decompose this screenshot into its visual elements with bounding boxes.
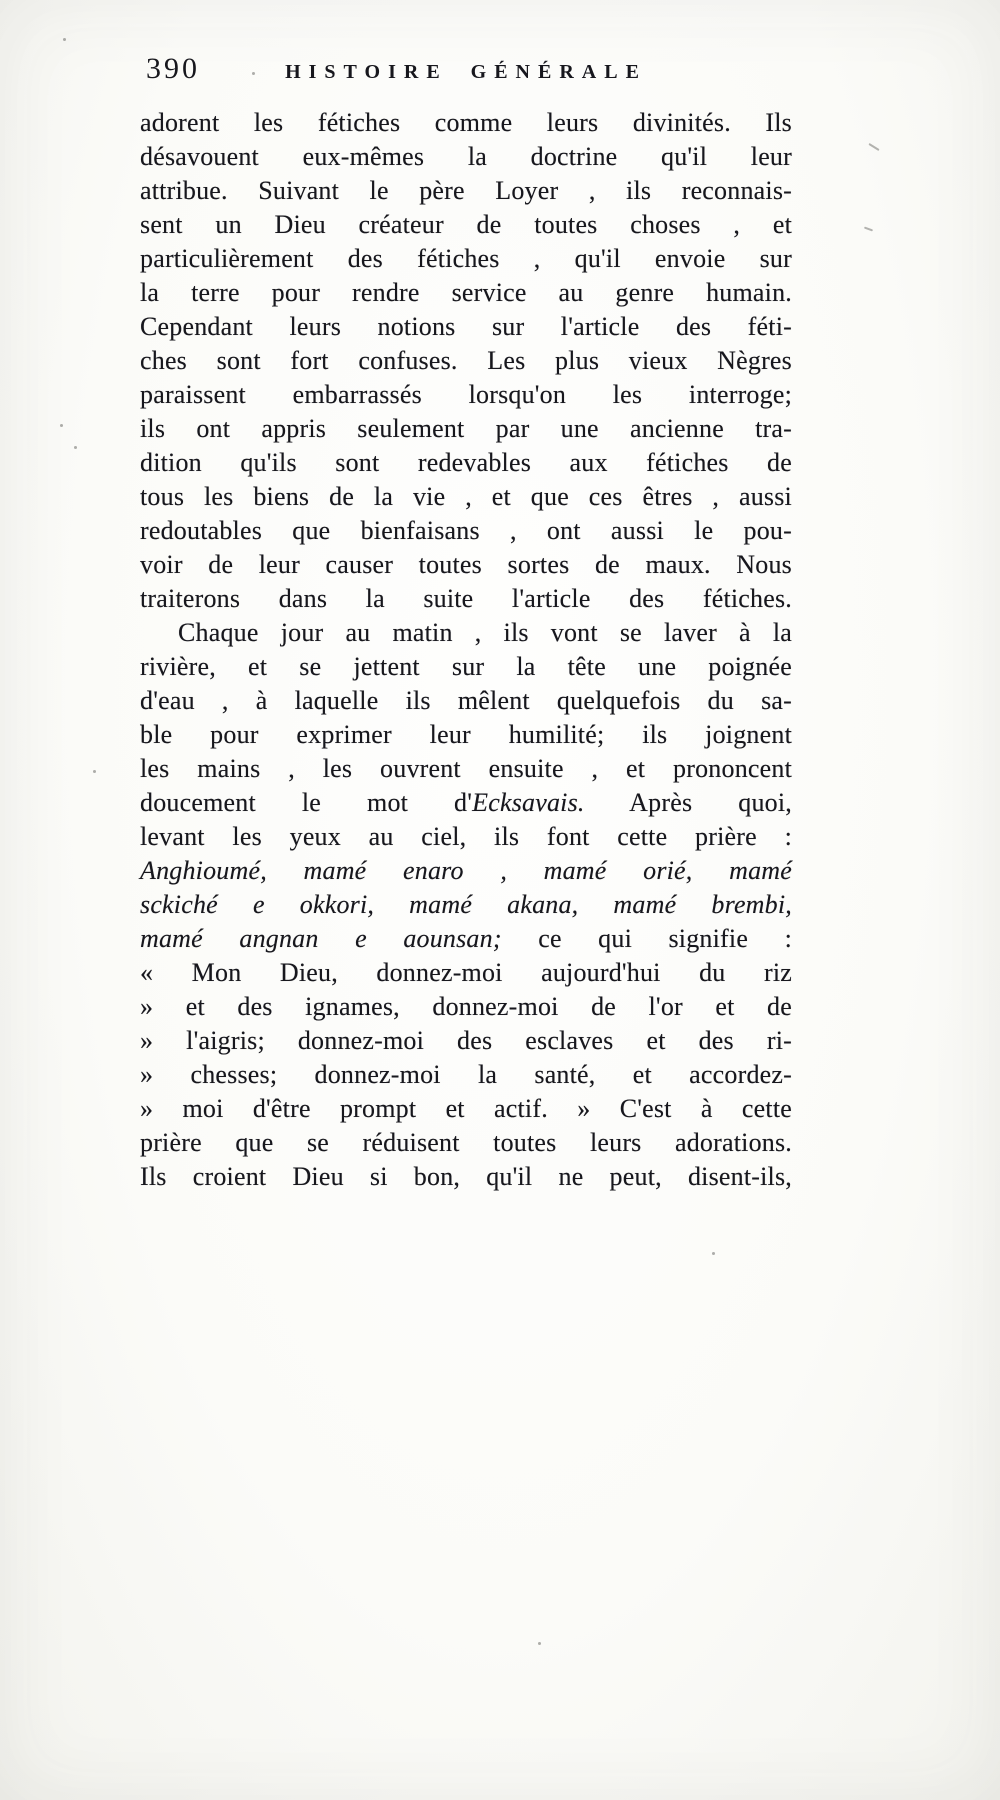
text-segment: ble pour exprimer leur humilité; ils joignent [140, 720, 792, 749]
text-segment: rivière, et se jettent sur la tête une poignée [140, 652, 792, 681]
text-line [140, 820, 792, 854]
text-segment: voir de leur causer toutes sortes de maux. Nous [140, 550, 792, 579]
text-line [140, 242, 792, 276]
text-segment: les mains , les ouvrent ensuite , et prononcent [140, 754, 792, 783]
scan-speck [63, 38, 66, 41]
text-line [140, 548, 792, 582]
text-segment: doucement le mot d' [140, 788, 473, 817]
text-segment: Ils croient Dieu si bon, qu'il ne peut, disent-ils, [140, 1162, 792, 1191]
scan-speck [712, 1252, 715, 1255]
text-line [140, 854, 792, 888]
text-segment: Cependant leurs notions sur l'article des féti- [140, 312, 792, 341]
text-line [140, 174, 792, 208]
text-line [140, 1058, 792, 1092]
text-line [140, 718, 792, 752]
text-line [140, 650, 792, 684]
text-line [140, 956, 792, 990]
scan-speck [93, 770, 96, 773]
scan-speck [60, 424, 63, 427]
text-line [140, 106, 792, 140]
text-segment: prière que se réduisent toutes leurs adorations. [140, 1128, 792, 1157]
text-segment: particulièrement des fétiches , qu'il envoie sur [140, 244, 792, 273]
text-line [140, 378, 792, 412]
text-line [140, 616, 792, 650]
text-segment: « Mon Dieu, donnez-moi aujourd'hui du riz [140, 958, 792, 987]
text-segment-italic: mamé angnan e aounsan; [140, 924, 502, 953]
text-line [140, 412, 792, 446]
running-title: HISTOIRE GÉNÉRALE [285, 61, 647, 83]
text-line [140, 276, 792, 310]
text-line [140, 786, 792, 820]
text-segment: ils ont appris seulement par une ancienne tra- [140, 414, 792, 443]
scan-pencil-mark [868, 143, 879, 151]
text-segment-italic: Ecksavais. [472, 788, 585, 817]
text-line [140, 1126, 792, 1160]
scan-pencil-mark [864, 227, 873, 232]
text-segment: redoutables que bienfaisans , ont aussi le pou- [140, 516, 792, 545]
text-segment: Chaque jour au matin , ils vont se laver à la [178, 618, 792, 647]
text-segment: » chesses; donnez-moi la santé, et accordez- [140, 1060, 792, 1089]
scan-speck [252, 72, 255, 75]
text-segment: d'eau , à laquelle ils mêlent quelquefois du sa- [140, 686, 792, 715]
text-line [140, 208, 792, 242]
text-line [140, 310, 792, 344]
text-segment: » l'aigris; donnez-moi des esclaves et des ri- [140, 1026, 792, 1055]
scan-speck [74, 446, 77, 449]
text-segment: levant les yeux au ciel, ils font cette prière : [140, 822, 792, 851]
text-line [140, 1160, 792, 1194]
text-line [140, 1024, 792, 1058]
scan-speck [538, 1642, 541, 1645]
text-line [140, 990, 792, 1024]
text-line [140, 752, 792, 786]
text-segment: dition qu'ils sont redevables aux fétiches de [140, 448, 792, 477]
text-segment: ches sont fort confuses. Les plus vieux Nègres [140, 346, 792, 375]
text-line [140, 582, 792, 616]
text-line [140, 446, 792, 480]
text-segment: » et des ignames, donnez-moi de l'or et de [140, 992, 792, 1021]
text-block [140, 106, 792, 1194]
text-segment-italic: Anghioumé, mamé enaro , mamé orié, mamé [140, 856, 792, 885]
text-segment-italic: sckiché e okkori, mamé akana, mamé brembi, [140, 890, 792, 919]
text-segment: la terre pour rendre service au genre humain. [140, 278, 792, 307]
text-line [140, 1092, 792, 1126]
text-segment: tous les biens de la vie , et que ces êtres , aussi [140, 482, 792, 511]
text-line [140, 888, 792, 922]
text-area [140, 52, 792, 1194]
text-segment: adorent les fétiches comme leurs divinités. Ils [140, 108, 792, 137]
text-segment: paraissent embarrassés lorsqu'on les interroge; [140, 380, 792, 409]
text-line [140, 140, 792, 174]
text-segment: sent un Dieu créateur de toutes choses , et [140, 210, 792, 239]
text-segment: attribue. Suivant le père Loyer , ils reconnais- [140, 176, 792, 205]
text-segment: Après quoi, [584, 788, 792, 817]
text-segment: traiterons dans la suite l'article des fétiches. [140, 584, 792, 613]
page-header [140, 52, 792, 100]
text-line [140, 344, 792, 378]
text-line [140, 684, 792, 718]
page-number: 390 [146, 52, 200, 85]
text-line [140, 922, 792, 956]
text-line [140, 480, 792, 514]
text-segment: désavouent eux-mêmes la doctrine qu'il leur [140, 142, 792, 171]
text-line [140, 514, 792, 548]
text-segment: ce qui signifie : [501, 924, 792, 953]
text-segment: » moi d'être prompt et actif. » C'est à cette [140, 1094, 792, 1123]
